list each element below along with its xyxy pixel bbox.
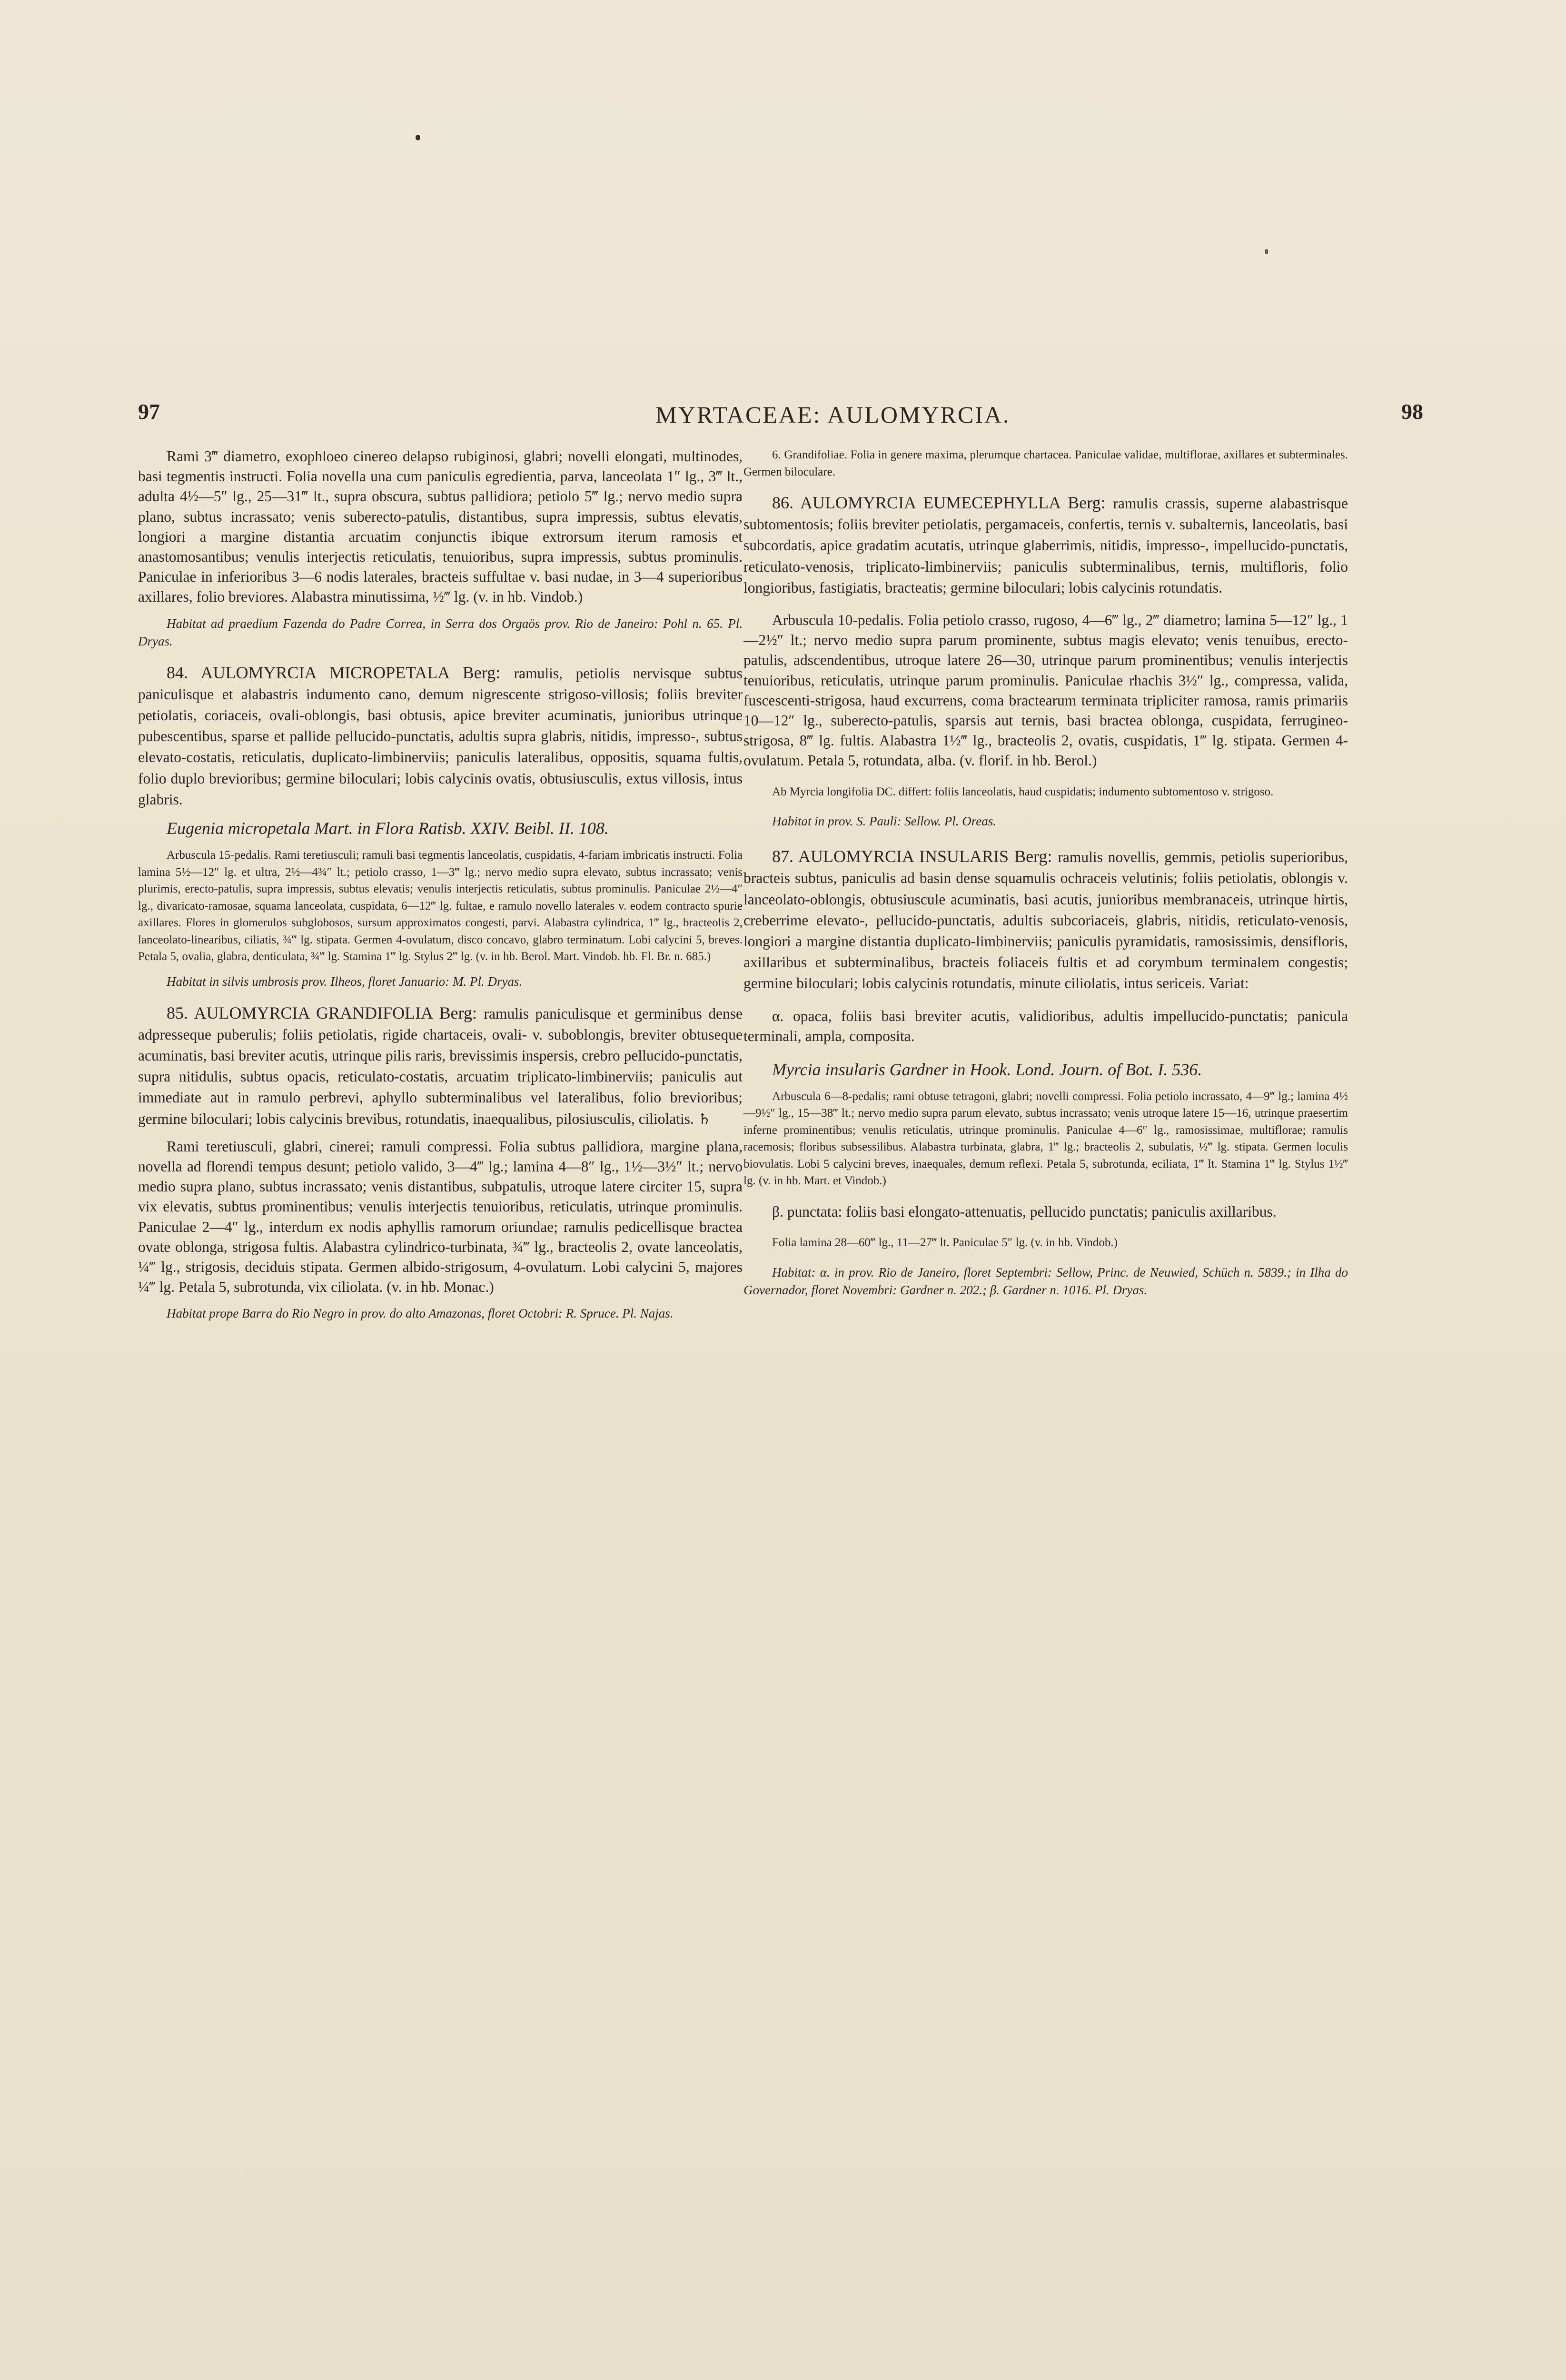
- section-heading: 6. Grandifoliae. Folia in genere maxima, plerumque chartacea. Paniculae validae, multiflorae, axillares et subterminales. Germen biloculare.: [743, 448, 1348, 478]
- right-column: [743, 446, 1348, 1299]
- ink-speck: [416, 135, 420, 140]
- note: Ab Myrcia longifolia DC. differt: foliis lanceolatis, haud cuspidatis; indumento subtomentoso v. strigoso.: [772, 785, 1274, 798]
- habitat-note: Habitat in silvis umbrosis prov. Ilheos, floret Januario: M. Pl. Dryas.: [167, 974, 523, 989]
- page-number-left: 97: [138, 399, 160, 424]
- running-head: MYRTACEAE: AULOMYRCIA.: [655, 401, 1011, 428]
- species-description: Arbuscula 10-pedalis. Folia petiolo crasso, rugoso, 4—6‴ lg., 2‴ diametro; lamina 5—12″ lg., 1—2½″ lt.; nervo medio supra parum prominente, subtus magis elevato; venis tenuibus, erecto-patulis, adscendentibus, utroque latere 26—30, utrinque parum prominentibus; venulis interjectis tenuioribus, reticulatis, utrinque parum prominulis. Paniculae rhachis 3½″ lg., compressa, valida, fuscescenti-strigosa, haud excurrens, coma bractearum terminata tripliciter ramosa, ramis primariis 10—12″ lg., suberecto-patulis, sparsis aut ternis, basi bractea oblonga, cuspidata, ferrugineo-strigosa, 8‴ lg. fultis. Alabastra 1½‴ lg., bracteolis 2, ovatis, cuspidatis, 1‴ lg. stipata. Germen 4-ovulatum. Petala 5, rotundata, alba. (v. florif. in hb. Berol.): [743, 612, 1348, 769]
- habitat-note: Habitat prope Barra do Rio Negro in prov. do alto Amazonas, floret Octobri: R. Spruce. Pl. Najas.: [167, 1306, 674, 1321]
- habitat-note: Habitat in prov. S. Pauli: Sellow. Pl. Oreas.: [772, 814, 996, 829]
- species-entry: [743, 493, 1348, 598]
- paragraph: Rami 3‴ diametro, exophloeo cinereo delapso rubiginosi, glabri; novelli elongati, multinodes, basi tegmentis instructi. Folia novella una cum paniculis egredientia, parva, lanceolata 1″ lg., 3‴ lt., adulta 4½—5″ lg., 25—31‴ lt., supra obscura, subtus pallidiora; petiolo 5‴ lg.; nervo medio supra plano, subtus incrassato; venis suberecto-patulis, distantibus, supra impressis, subtus elevatis, longiori a margine distantia arcuatim conjunctis ibique extrorsum iterum ramosis et anastomosantibus; venulis interjectis reticulatis, tenuioribus, supra impressis, subtus prominulis. Paniculae in inferioribus 3—6 nodis laterales, bracteis suffultae v. basi nudae, in 3—4 superioribus axillares, folio breviores. Alabastra minutissima, ½‴ lg. (v. in hb. Vindob.): [138, 448, 743, 605]
- species-diagnosis: ramulis novellis, gemmis, petiolis superioribus, bracteis subtus, paniculis ad basin dense squamulis ochraceis velutinis; foliis petiolatis, oblongis v. lanceolato-oblongis, obtusiuscule acuminatis, basi acutis, junioribus membranaceis, utrinque hirtis, creberrime elevato-, pellucido-punctatis, adultis subcoriaceis, glabris, nitidis, reticulato-venosis, longiori a margine distantia duplicato-limbinerviis; paniculis pyramidatis, ramosissimis, densifloris, axillaribus et subterminalibus, bracteis foliaceis fultis et ad corymbum terminalem congestis; germine biloculari; lobis calycinis rotundatis, minute ciliolatis, intus sericeis. Variat:: [743, 849, 1348, 992]
- habitat-note: Habitat: α. in prov. Rio de Janeiro, floret Septembri: Sellow, Princ. de Neuwied, Schüch n. 5839.; in Ilha do Governador, floret Novembri: Gardner n. 202.; β. Gardner n. 1016. Pl. Dryas.: [743, 1265, 1348, 1297]
- left-column: [138, 446, 743, 1322]
- variety-alpha: α. opaca, foliis basi breviter acutis, validioribus, adultis impellucido-punctatis; panicula terminali, ampla, composita.: [743, 1007, 1348, 1044]
- species-entry: [138, 663, 743, 810]
- page-header: [138, 399, 1423, 427]
- species-diagnosis: ramulis crassis, superne alabastrisque subtomentosis; foliis breviter petiolatis, pergamaceis, confertis, ternis v. subalternis, lanceolatis, basi subcordatis, apice gradatim acutatis, utrinque glaberrimis, nitidis, impresso-, impellucido-punctatis, reticulato-venosis, triplicato-limbinerviis; paniculis subterminalibus, ternis, multifloris, folio longioribus, fastigiatis, bracteatis; germine biloculari; lobis calycinis rotundatis.: [743, 495, 1348, 596]
- species-heading: 84. AULOMYRCIA MICROPETALA Berg:: [167, 663, 501, 682]
- species-description: Arbuscula 15-pedalis. Rami teretiusculi; ramuli basi tegmentis lanceolatis, cuspidatis, 4-fariam imbricatis instructi. Folia lamina 5½—12″ lg. et ultra, 2½—4¾″ lt.; petiolo crasso, 1—3‴ lg.; nervo medio supra elevato, subtus incrassato; venis plurimis, erecto-patulis, supra impressis, subtus elevatis; venulis interjectis reticulatis, subtus prominulis. Paniculae 2½—4″ lg., divaricato-ramosae, squama lanceolata, cuspidata, 6—12‴ lg. fultae, e ramulo novello laterales v. eodem contracto spurie axillares. Flores in glomerulos subglobosos, sursum approximatos congesti, parvi. Alabastra cylindrica, 1‴ lg., bracteolis 2, lanceolato-linearibus, ciliatis, ¾‴ lg. stipata. Germen 4-ovulatum, disco concavo, glabro terminatum. Lobi calycini 5, breves. Petala 5, ovalia, glabra, denticulata, ¾‴ lg. Stamina 1‴ lg. Stylus 2‴ lg. (v. in hb. Berol. Mart. Vindob. hb. Fl. Br. n. 685.): [138, 849, 743, 963]
- species-description: Rami teretiusculi, glabri, cinerei; ramuli compressi. Folia subtus pallidiora, margine plana, novella ad florendi tempus desunt; petiolo valido, 3—4‴ lg.; lamina 4—8″ lg., 1½—3½″ lt.; nervo medio supra plano, subtus incrassato; venis distantibus, subpatulis, utroque latere circiter 15, supra vix elevatis, subtus prominentibus; venulis interjectis tenuioribus, reticulatis, utrinque prominulis. Paniculae 2—4″ lg., interdum ex nodis aphyllis ramorum oriundae; ramulis pedicellisque bractea ovate oblonga, strigosa fultis. Alabastra cylindrico-turbinata, ¾‴ lg., bracteolis 2, ovate lanceolatis, ¼‴ lg., strigosis, deciduis stipata. Germen albido-strigosum, 4-ovulatum. Lobi calycini 5, majores ¼‴ lg. Petala 5, subrotunda, vix ciliolata. (v. in hb. Monac.): [138, 1138, 743, 1296]
- ink-mark: [1265, 249, 1268, 254]
- species-heading: 85. AULOMYRCIA GRANDIFOLIA Berg:: [167, 1003, 477, 1022]
- synonym: Eugenia micropetala Mart. in Flora Ratisb. XXIV. Beibl. II. 108.: [167, 819, 609, 838]
- species-entry: [743, 846, 1348, 993]
- synonym: Myrcia insularis Gardner in Hook. Lond. Journ. of Bot. I. 536.: [772, 1060, 1202, 1079]
- variety-description: Folia lamina 28—60‴ lg., 11—27‴ lt. Paniculae 5″ lg. (v. in hb. Vindob.): [772, 1236, 1118, 1250]
- species-entry: [138, 1003, 743, 1129]
- species-heading: 86. AULOMYRCIA EUMECEPHYLLA Berg:: [772, 493, 1106, 512]
- page-number-right: 98: [1401, 399, 1423, 424]
- variety-description: Arbuscula 6—8-pedalis; rami obtuse tetragoni, glabri; novelli compressi. Folia petiolo incrassato, 4—9‴ lg.; lamina 4½—9½″ lg., 15—38‴ lt.; nervo medio supra parum elevato, subtus incrassato; venis utroque latere 15—16, utrinque praesertim inferne prominentibus; venulis reticulatis, utrinque prominulis. Paniculae 4—6″ lg., ramosissimae, multiflorae; ramulis racemosis; floribus subsessilibus. Alabastra turbinata, glabra, 1‴ lg.; bracteolis 2, subulatis, ½‴ lg. stipata. Germen loculis biovulatis. Lobi 5 calycini breves, inaequales, demum reflexi. Petala 5, subrotunda, eciliata, 1‴ lt. Stamina 1‴ lg. Stylus 1½‴ lg. (v. in hb. Mart. et Vindob.): [743, 1090, 1348, 1188]
- variety-beta: β. punctata: foliis basi elongato-attenuatis, pellucido punctatis; paniculis axillaribus.: [772, 1203, 1277, 1220]
- habitat-note: Habitat ad praedium Fazenda do Padre Correa, in Serra dos Orgaös prov. Rio de Janeiro: Pohl n. 65. Pl. Dryas.: [138, 616, 743, 648]
- species-diagnosis: ramulis paniculisque et germinibus dense adpresseque puberulis; foliis petiolatis, rigide chartaceis, ovali- v. suboblongis, breviter obtuseque acuminatis, basi breviter acutis, utrinque pilis raris, brevissimis inspersis, crebro pellucido-punctatis, supra nitidulis, subtus opacis, reticulato-costatis, arcuatim triplicato-limbinerviis; paniculis aut immediate aut in ramulo perbrevi, aphyllo subterminalibus vel lateralibus, folio brevioribus; germine biloculari; lobis calycinis brevibus, rotundatis, inaequalibus, pilosiusculis, ciliolatis. ♄: [138, 1005, 743, 1127]
- species-diagnosis: ramulis, petiolis nervisque subtus paniculisque et alabastris indumento cano, demum nigrescente strigoso-villosis; foliis breviter petiolatis, coriaceis, ovali-oblongis, basi obtusis, apice breviter acuminatis, junioribus utrinque pubescentibus, sparse et pallide pellucido-punctatis, adultis supra glabris, nitidis, impresso-, subtus elevato-costatis, reticulatis, duplicato-limbinerviis; paniculis lateralibus, oppositis, squama fultis, folio duplo brevioribus; germine biloculari; lobis calycinis ovatis, obtusiusculis, extus villosis, intus glabris.: [138, 664, 743, 808]
- species-heading: 87. AULOMYRCIA INSULARIS Berg:: [772, 847, 1052, 866]
